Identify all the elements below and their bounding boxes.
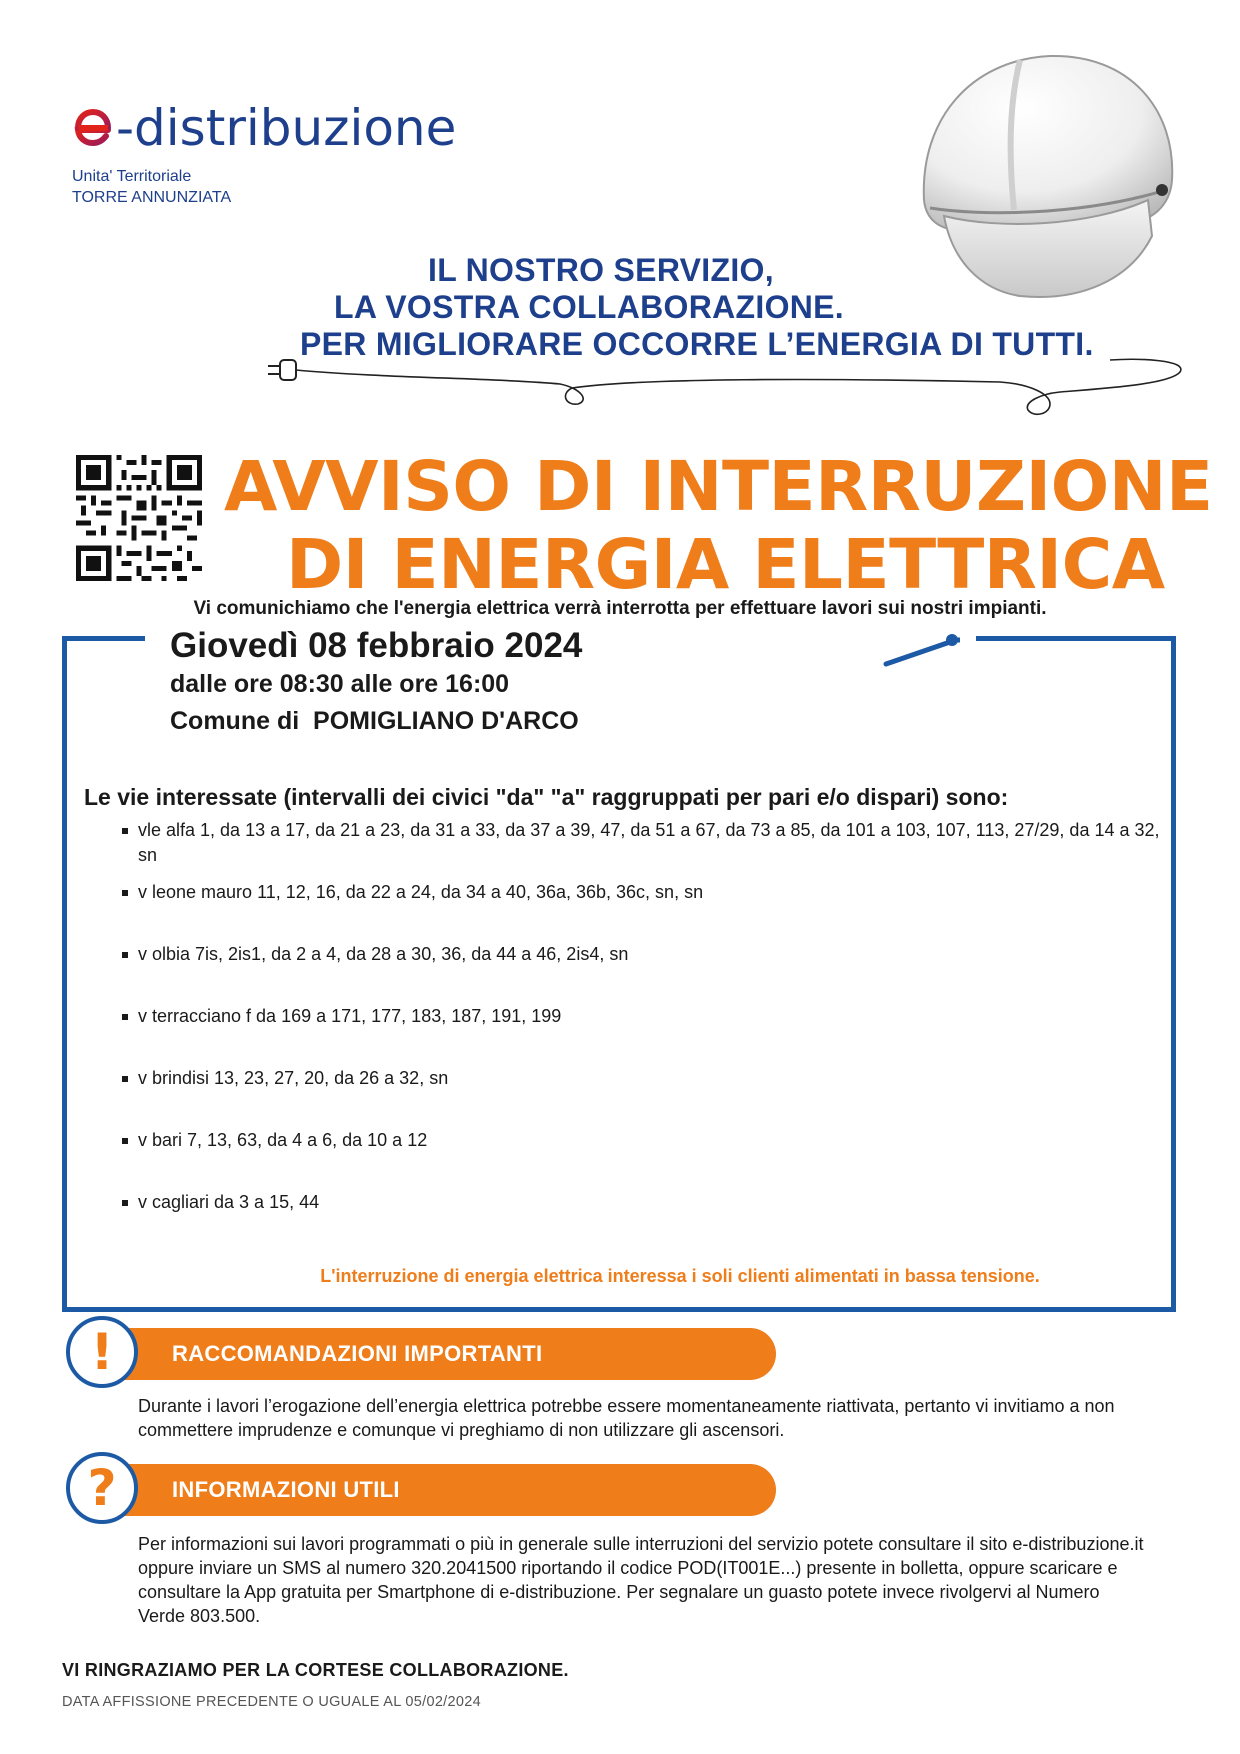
territorial-unit <box>72 166 231 208</box>
street-item <box>126 1190 1166 1215</box>
exclamation-icon: ! <box>66 1316 138 1388</box>
street-item <box>126 1004 1166 1029</box>
qr-code[interactable] <box>76 455 202 581</box>
bullet-icon <box>122 952 128 958</box>
thanks-line: VI RINGRAZIAMO PER LA CORTESE COLLABORAZIONE. <box>62 1660 569 1680</box>
unit-line-2: TORRE ANNUNZIATA <box>72 189 232 206</box>
frame-gap-left <box>145 630 156 646</box>
street-text: v cagliari da 3 a 15, 44 <box>138 1192 320 1212</box>
question-icon: ? <box>66 1452 138 1524</box>
street-item <box>126 880 1166 905</box>
street-text: vle alfa 1, da 13 a 17, da 21 a 23, da 31 a 33, da 37 a 39, 47, da 51 a 67, da 73 a 85, da 101 a 103, 107, 113, 27/29, da 14 a 32, sn <box>138 820 1160 865</box>
slogan-line-2: LA VOSTRA COLLABORAZIONE. <box>334 289 844 325</box>
bullet-icon <box>122 890 128 896</box>
recommendations-title: RACCOMANDAZIONI IMPORTANTI <box>172 1341 543 1366</box>
brand-logo <box>70 98 456 158</box>
street-item <box>126 942 1166 967</box>
notice-title <box>224 448 1213 604</box>
title-line-2: DI ENERGIA ELETTRICA <box>286 525 1165 605</box>
logo-wordmark: -distribuzione <box>116 99 457 157</box>
bullet-icon <box>122 1200 128 1206</box>
street-text: v olbia 7is, 2is1, da 2 a 4, da 28 a 30, 36, da 44 a 46, 2is4, sn <box>138 944 629 964</box>
street-text: v terracciano f da 169 a 171, 177, 183, 187, 191, 199 <box>138 1006 562 1026</box>
info-text: Per informazioni sui lavori programmati o più in generale sulle interruzioni del servizio potete consultare il sito e-distribuzione.it oppure inviare un SMS al numero 320.2041500 riportando il codice POD(IT001E...) presente in bolletta, oppure scaricare e consultare la App gratuita per Smartphone di e-distribuzione. Per segnalare un guasto potete invece rivolgervi al Numero Verde 803.500. <box>138 1534 1144 1626</box>
street-item <box>126 1066 1166 1091</box>
bullet-icon <box>122 1138 128 1144</box>
bullet-icon <box>122 1014 128 1020</box>
street-text: v brindisi 13, 23, 27, 20, da 26 a 32, sn <box>138 1068 449 1088</box>
recommendations-text: Durante i lavori l’erogazione dell’energia elettrica potrebbe essere momentaneamente riattivata, pertanto vi invitiamo a non commettere imprudenze e comunque vi preghiamo di non utilizzare gli ascensori. <box>138 1396 1115 1440</box>
interruption-date: Giovedì 08 febbraio 2024 <box>170 626 583 665</box>
power-cable-decoration <box>260 348 1200 428</box>
title-line-1: AVVISO DI INTERRUZIONE <box>224 447 1213 527</box>
recommendations-header <box>112 1328 776 1380</box>
slogan-line-3: PER MIGLIORARE OCCORRE L’ENERGIA DI TUTTI. <box>300 326 1094 362</box>
info-title: INFORMAZIONI UTILI <box>172 1477 400 1502</box>
street-text: v leone mauro 11, 12, 16, da 22 a 24, da 34 a 40, 36a, 36b, 36c, sn, sn <box>138 882 704 902</box>
interruption-time: dalle ore 08:30 alle ore 16:00 <box>170 670 510 698</box>
notice-subtitle: Vi comunichiamo che l'energia elettrica verrà interrotta per effettuare lavori sui nostri impianti. <box>193 598 1047 619</box>
unit-line-1: Unita' Territoriale <box>72 168 192 185</box>
logo-e-icon <box>70 106 114 150</box>
street-text: v bari 7, 13, 63, da 4 a 6, da 10 a 12 <box>138 1130 428 1150</box>
streets-heading: Le vie interessate (intervalli dei civici "da" "a" raggruppati per pari e/o dispari) sono: <box>84 784 1009 810</box>
info-header <box>112 1464 776 1516</box>
slogan-line-1: IL NOSTRO SERVIZIO, <box>428 252 774 288</box>
posting-date: DATA AFFISSIONE PRECEDENTE O UGUALE AL 05/02/2024 <box>62 1694 481 1710</box>
tester-probe-icon <box>880 628 960 672</box>
slogan <box>300 252 1160 363</box>
street-item <box>126 1128 1166 1153</box>
bullet-icon <box>122 828 128 834</box>
low-voltage-notice: L'interruzione di energia elettrica interessa i soli clienti alimentati in bassa tensione. <box>320 1266 1040 1286</box>
bullet-icon <box>122 1076 128 1082</box>
interruption-comune: Comune di POMIGLIANO D'ARCO <box>170 707 579 735</box>
street-item <box>126 818 1166 868</box>
